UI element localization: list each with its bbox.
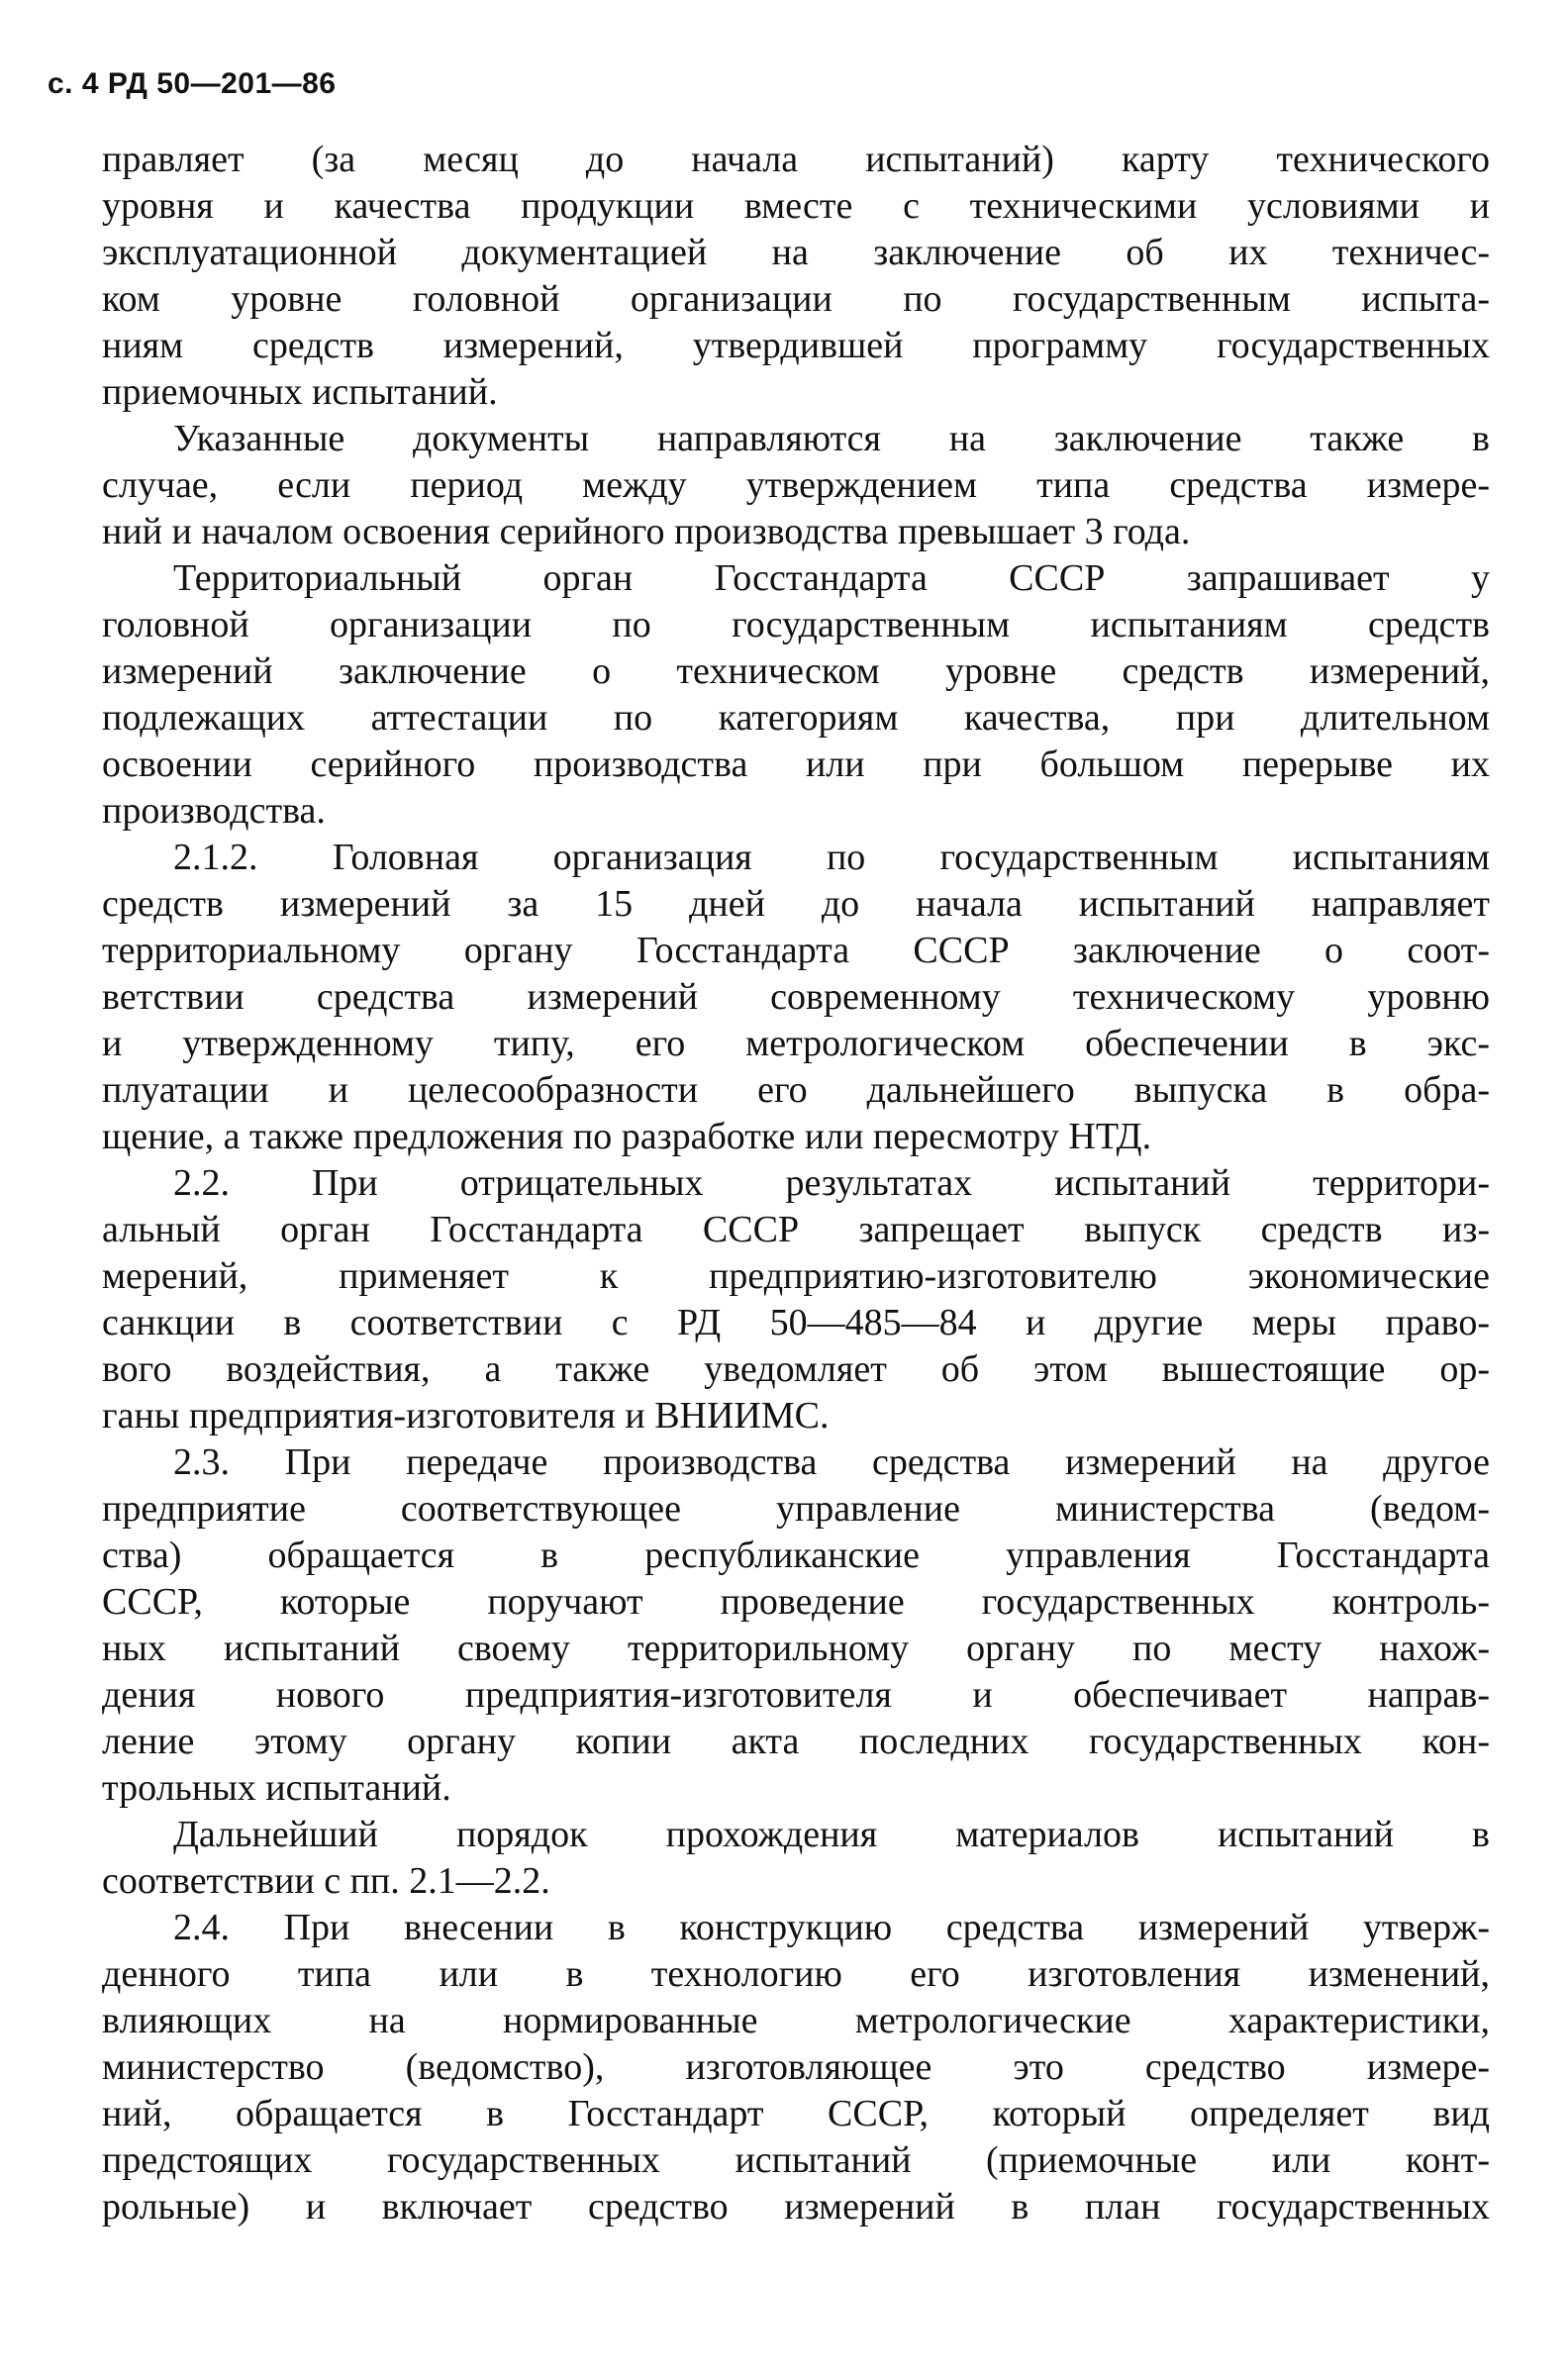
text-line: вого воздействия, а также уведомляет об этом вышестоящие ор-	[102, 1348, 1490, 1390]
text-line: случае, если период между утверждением типа средства измере-	[102, 464, 1490, 506]
page-header: с. 4 РД 50—201—86	[48, 67, 337, 100]
text-line: плуатации и целесообразности его дальнейшего выпуска в обра-	[102, 1069, 1490, 1111]
text-line: предстоящих государственных испытаний (приемочные или конт-	[102, 2139, 1490, 2181]
text-line: ний и началом освоения серийного производства превышает 3 года.	[102, 511, 1191, 552]
text-line: санкции в соответствии с РД 50—485—84 и другие меры право-	[102, 1302, 1490, 1343]
text-line: головной организации по государственным испытаниям средств	[102, 604, 1490, 645]
body-text	[102, 137, 1490, 2230]
text-line: и утвержденному типу, его метрологическом обеспечении в экс-	[102, 1023, 1490, 1064]
text-line: предприятие соответствующее управление министерства (ведом-	[102, 1488, 1490, 1530]
text-line: альный орган Госстандарта СССР запрещает выпуск средств из-	[102, 1209, 1490, 1250]
text-line: трольных испытаний.	[102, 1767, 451, 1809]
text-line: СССР, которые поручают проведение государственных контроль-	[102, 1581, 1490, 1623]
text-line: ний, обращается в Госстандарт СССР, который определяет вид	[102, 2093, 1490, 2134]
text-line: Дальнейший порядок прохождения материалов испытаний в	[173, 1814, 1490, 1855]
text-line: ветствии средства измерений современному техническому уровню	[102, 976, 1490, 1018]
text-line: щение, а также предложения по разработке или пересмотру НТД.	[102, 1116, 1152, 1157]
text-line: средств измерений за 15 дней до начала испытаний направляет	[102, 883, 1490, 925]
text-line: ных испытаний своему территорильному органу по месту нахож-	[102, 1628, 1490, 1669]
text-line: производства.	[102, 790, 326, 832]
text-line: 2.1.2. Головная организация по государственным испытаниям	[173, 837, 1490, 878]
text-line: мерений, применяет к предприятию-изготовителю экономические	[102, 1255, 1490, 1297]
text-line: ление этому органу копии акта последних государственных кон-	[102, 1721, 1490, 1762]
text-line: 2.2. При отрицательных результатах испытаний территори-	[173, 1162, 1490, 1204]
text-line: уровня и качества продукции вместе с техническими условиями и	[102, 185, 1490, 227]
text-line: ком уровне головной организации по государственным испыта-	[102, 278, 1490, 320]
text-line: освоении серийного производства или при большом перерыве их	[102, 743, 1490, 785]
text-line: дения нового предприятия-изготовителя и обеспечивает направ-	[102, 1674, 1490, 1716]
text-line: 2.3. При передаче производства средства измерений на другое	[173, 1441, 1490, 1483]
text-line: министерство (ведомство), изготовляющее это средство измере-	[102, 2046, 1490, 2088]
text-line: 2.4. При внесении в конструкцию средства измерений утверж-	[173, 1907, 1490, 1948]
text-line: ганы предприятия-изготовителя и ВНИИМС.	[102, 1395, 830, 1437]
text-line: денного типа или в технологию его изготовления изменений,	[102, 1953, 1490, 1995]
text-line: измерений заключение о техническом уровне средств измерений,	[102, 650, 1490, 692]
text-line: влияющих на нормированные метрологические характеристики,	[102, 2000, 1490, 2041]
text-line: приемочных испытаний.	[102, 371, 498, 413]
text-line: подлежащих аттестации по категориям качества, при длительном	[102, 697, 1490, 739]
text-line: Территориальный орган Госстандарта СССР запрашивает у	[173, 557, 1490, 599]
text-line: Указанные документы направляются на заключение также в	[173, 418, 1490, 459]
text-line: соответствии с пп. 2.1—2.2.	[102, 1860, 550, 1902]
text-line: ства) обращается в республиканские управления Госстандарта	[102, 1535, 1490, 1576]
text-line: правляет (за месяц до начала испытаний) карту технического	[102, 139, 1490, 180]
text-line: рольные) и включает средство измерений в план государственных	[102, 2186, 1490, 2228]
text-line: эксплуатационной документацией на заключение об их техничес-	[102, 232, 1490, 273]
text-line: ниям средств измерений, утвердившей программу государственных	[102, 325, 1490, 366]
text-line: территориальному органу Госстандарта СССР заключение о соот-	[102, 930, 1490, 971]
